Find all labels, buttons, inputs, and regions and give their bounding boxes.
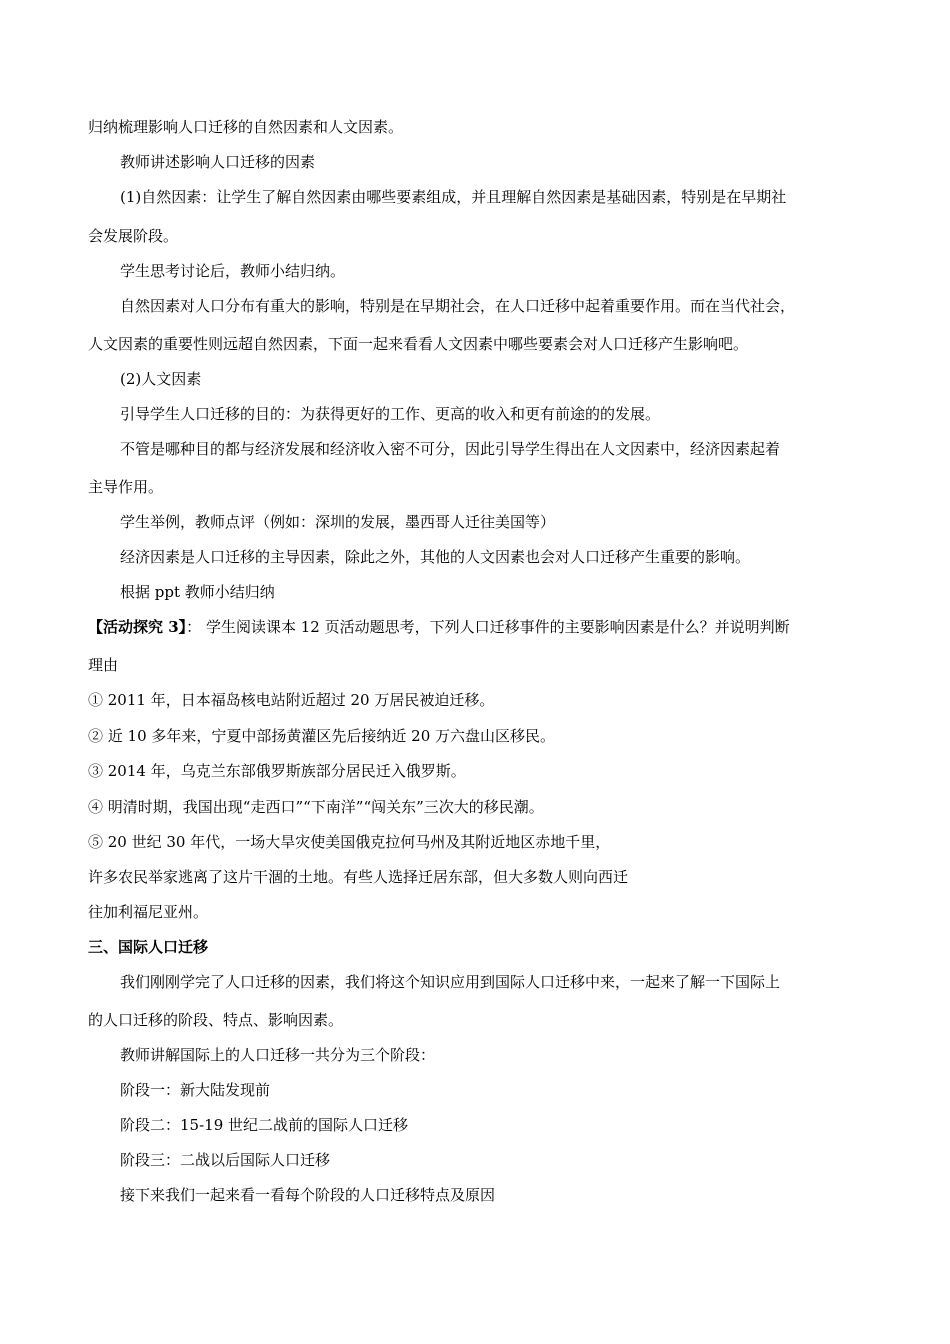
line-text: 引导学生人口迁移的目的：为获得更好的工作、更高的收入和更有前途的的发展。 [120, 405, 661, 423]
paragraph-line [120, 582, 888, 602]
paragraph-line [120, 1045, 888, 1065]
section-title: 三、国际人口迁移 [88, 938, 209, 956]
paragraph-line [120, 404, 888, 424]
line-text: 归纳梳理影响人口迁移的自然因素和人文因素。 [88, 118, 404, 136]
line-text: 的人口迁移的阶段、特点、影响因素。 [88, 1011, 344, 1029]
line-text: 理由 [88, 656, 119, 674]
line-text: 经济因素是人口迁移的主导因素，除此之外，其他的人文因素也会对人口迁移产生重要的影响。 [120, 548, 751, 566]
line-text: 阶段二：15-19 世纪二战前的国际人口迁移 [120, 1116, 409, 1134]
paragraph-line [120, 152, 888, 172]
paragraph-line [88, 655, 888, 675]
line-text: ① 2011 年，日本福岛核电站附近超过 20 万居民被迫迁移。 [88, 691, 495, 709]
paragraph-line [120, 1115, 888, 1135]
paragraph-line [88, 117, 888, 137]
line-text: (1)自然因素：让学生了解自然因素由哪些要素组成，并且理解自然因素是基础因素，特别是在早期社 [120, 188, 787, 206]
paragraph-line [120, 1185, 888, 1205]
paragraph-line [88, 334, 888, 354]
paragraph-line [88, 867, 888, 887]
line-text: 往加利福尼亚州。 [88, 903, 209, 921]
section-heading [88, 937, 888, 957]
activity-heading-line [88, 617, 888, 637]
paragraph-line [88, 902, 888, 922]
line-text: 根据 ppt 教师小结归纳 [120, 583, 275, 601]
paragraph-line [120, 439, 888, 459]
line-text: ④ 明清时期，我国出现“走西口”“下南洋”“闯关东”三次大的移民潮。 [88, 798, 544, 816]
list-item [88, 797, 888, 817]
activity-label: 【活动探究 3】 [88, 618, 187, 636]
paragraph-line [120, 296, 888, 316]
paragraph-line [120, 261, 888, 281]
paragraph-line [88, 477, 888, 497]
line-text: 阶段三：二战以后国际人口迁移 [120, 1151, 331, 1169]
line-text: 自然因素对人口分布有重大的影响，特别是在早期社会，在人口迁移中起着重要作用。而在当代社会， [120, 297, 796, 315]
paragraph-line [120, 512, 888, 532]
line-text: 学生举例，教师点评（例如：深圳的发展，墨西哥人迁往美国等） [120, 513, 556, 531]
paragraph-line [120, 369, 888, 389]
line-text: 学生思考讨论后，教师小结归纳。 [120, 262, 346, 280]
line-text: ② 近 10 多年来，宁夏中部扬黄灌区先后接纳近 20 万六盘山区移民。 [88, 727, 556, 745]
line-text: 阶段一：新大陆发现前 [120, 1081, 271, 1099]
line-text: 人文因素的重要性则远超自然因素，下面一起来看看人文因素中哪些要素会对人口迁移产生影响吧。 [88, 335, 749, 353]
line-text: 教师讲述影响人口迁移的因素 [120, 153, 316, 171]
line-text: 主导作用。 [88, 478, 164, 496]
paragraph-line [88, 1010, 888, 1030]
line-text: 教师讲解国际上的人口迁移一共分为三个阶段： [120, 1046, 436, 1064]
paragraph-line [120, 547, 888, 567]
line-text: 许多农民举家逃离了这片干涸的土地。有些人选择迁居东部，但大多数人则向西迁 [88, 868, 629, 886]
line-text: 不管是哪种目的都与经济发展和经济收入密不可分，因此引导学生得出在人文因素中，经济因素起着 [120, 440, 781, 458]
list-item [88, 832, 888, 852]
list-item [88, 726, 888, 746]
line-text: 会发展阶段。 [88, 227, 179, 245]
line-text: ⑤ 20 世纪 30 年代，一场大旱灾使美国俄克拉何马州及其附近地区赤地千里， [88, 833, 611, 851]
list-item [88, 690, 888, 710]
line-text: ： 学生阅读课本 12 页活动题思考，下列人口迁移事件的主要影响因素是什么？并说明判断 [186, 618, 790, 636]
line-text: (2)人文因素 [120, 370, 202, 388]
paragraph-line [120, 1150, 888, 1170]
paragraph-line [120, 1080, 888, 1100]
line-text: ③ 2014 年，乌克兰东部俄罗斯族部分居民迁入俄罗斯。 [88, 762, 466, 780]
paragraph-line [120, 187, 888, 207]
list-item [88, 761, 888, 781]
line-text: 接下来我们一起来看一看每个阶段的人口迁移特点及原因 [120, 1186, 496, 1204]
line-text: 我们刚刚学完了人口迁移的因素，我们将这个知识应用到国际人口迁移中来，一起来了解一下国际上 [120, 973, 781, 991]
paragraph-line [88, 226, 888, 246]
paragraph-line [120, 972, 888, 992]
